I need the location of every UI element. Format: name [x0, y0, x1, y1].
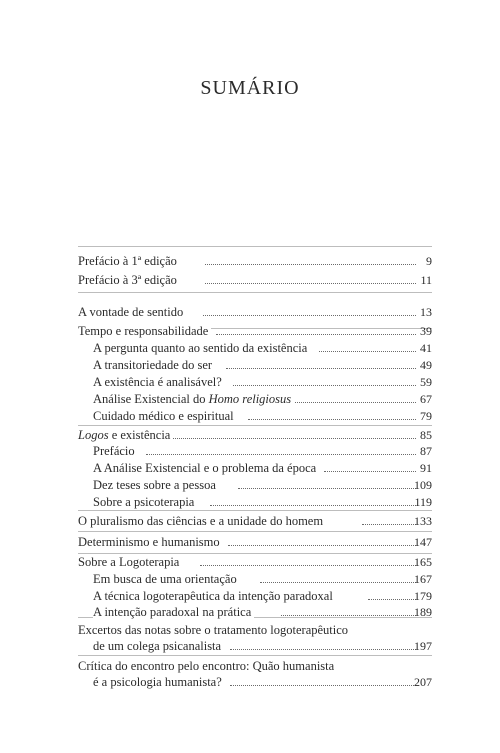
toc-entry-title: é a psicologia humanista? [93, 674, 225, 690]
toc-entry[interactable] [0, 408, 500, 424]
toc-entry[interactable] [0, 477, 500, 493]
toc-entry[interactable] [0, 554, 500, 570]
toc-entry[interactable] [0, 604, 500, 620]
toc-entry-title: A pergunta quanto ao sentido da existência [93, 340, 310, 356]
toc-entry[interactable] [0, 622, 500, 638]
toc-entry-title: Logos e existência [78, 427, 173, 443]
divider [78, 531, 432, 532]
toc-entry-page: 13 [420, 305, 432, 319]
toc-entry-page: 41 [420, 341, 432, 355]
toc-entry-page: 179 [414, 589, 432, 603]
toc-entry-title: Sobre a Logoterapia [78, 554, 182, 570]
toc-entry-page: 133 [414, 514, 432, 528]
toc-entry-page: 9 [426, 254, 432, 268]
toc-entry[interactable] [0, 374, 500, 390]
toc-entry-title: Cuidado médico e espiritual [93, 408, 237, 424]
toc-entry-page: 207 [414, 675, 432, 689]
toc-entry-title: Crítica do encontro pelo encontro: Quão humanista [78, 658, 337, 674]
toc-entry[interactable] [0, 272, 500, 288]
toc-entry-title: de um colega psicanalista [93, 638, 224, 654]
toc-entry-page: 49 [420, 358, 432, 372]
toc-entry-title: A vontade de sentido [78, 304, 186, 320]
divider [78, 655, 432, 656]
toc-entry-page: 79 [420, 409, 432, 423]
toc-entry-page: 119 [414, 495, 432, 509]
toc-entry-page: 91 [420, 461, 432, 475]
toc-entry[interactable] [0, 534, 500, 550]
divider [78, 510, 432, 511]
toc-entry[interactable] [0, 460, 500, 476]
page-title: SUMÁRIO [200, 77, 300, 99]
toc-entry[interactable] [0, 513, 500, 529]
toc-entry-title: Tempo e responsabilidade [78, 323, 211, 339]
toc-entry-title: O pluralismo das ciências e a unidade do homem [78, 513, 326, 529]
toc-entry[interactable] [0, 571, 500, 587]
toc-entry-title: A Análise Existencial e o problema da época [93, 460, 319, 476]
toc-entry[interactable] [0, 588, 500, 604]
toc-entry-page: 39 [420, 324, 432, 338]
toc-entry[interactable] [0, 357, 500, 373]
toc-entry[interactable] [0, 494, 500, 510]
toc-entry[interactable] [0, 638, 500, 654]
toc-entry-title: A existência é analisável? [93, 374, 225, 390]
toc-entry[interactable] [0, 658, 500, 674]
toc-entry[interactable] [0, 323, 500, 339]
toc-entry-title: Análise Existencial do Homo religiosus [93, 391, 294, 407]
divider [78, 425, 432, 426]
toc-entry[interactable] [0, 304, 500, 320]
toc-entry-title: Prefácio à 3ª edição [78, 272, 180, 288]
toc-entry[interactable] [0, 443, 500, 459]
toc-entry-title: Excertos das notas sobre o tratamento logoterapêutico [78, 622, 351, 638]
toc-entry-page: 87 [420, 444, 432, 458]
toc-entry-title: Prefácio [93, 443, 138, 459]
toc-entry-title: A transitoriedade do ser [93, 357, 215, 373]
toc-entry-page: 109 [414, 478, 432, 492]
toc-entry-page: 165 [414, 555, 432, 569]
toc-entry-page: 167 [414, 572, 432, 586]
toc-entry[interactable] [0, 674, 500, 690]
toc-entry-page: 85 [420, 428, 432, 442]
toc-entry[interactable] [0, 253, 500, 269]
divider [78, 246, 432, 247]
toc-entry[interactable] [0, 340, 500, 356]
toc-entry[interactable] [0, 427, 500, 443]
toc-entry-title: Sobre a psicoterapia [93, 494, 197, 510]
toc-entry-page: 197 [414, 639, 432, 653]
toc-entry[interactable] [0, 391, 500, 407]
toc-entry-page: 11 [420, 273, 432, 287]
toc-entry-title: Determinismo e humanismo [78, 534, 223, 550]
toc-entry-page: 59 [420, 375, 432, 389]
toc-entry-page: 67 [420, 392, 432, 406]
divider [78, 292, 432, 293]
toc-entry-title: Em busca de uma orientação [93, 571, 240, 587]
toc-entry-title: A técnica logoterapêutica da intenção paradoxal [93, 588, 336, 604]
toc-entry-title: A intenção paradoxal na prática [93, 604, 254, 620]
toc-entry-page: 147 [414, 535, 432, 549]
toc-entry-title: Dez teses sobre a pessoa [93, 477, 219, 493]
toc-entry-page: 189 [414, 605, 432, 619]
toc-entry-title: Prefácio à 1ª edição [78, 253, 180, 269]
